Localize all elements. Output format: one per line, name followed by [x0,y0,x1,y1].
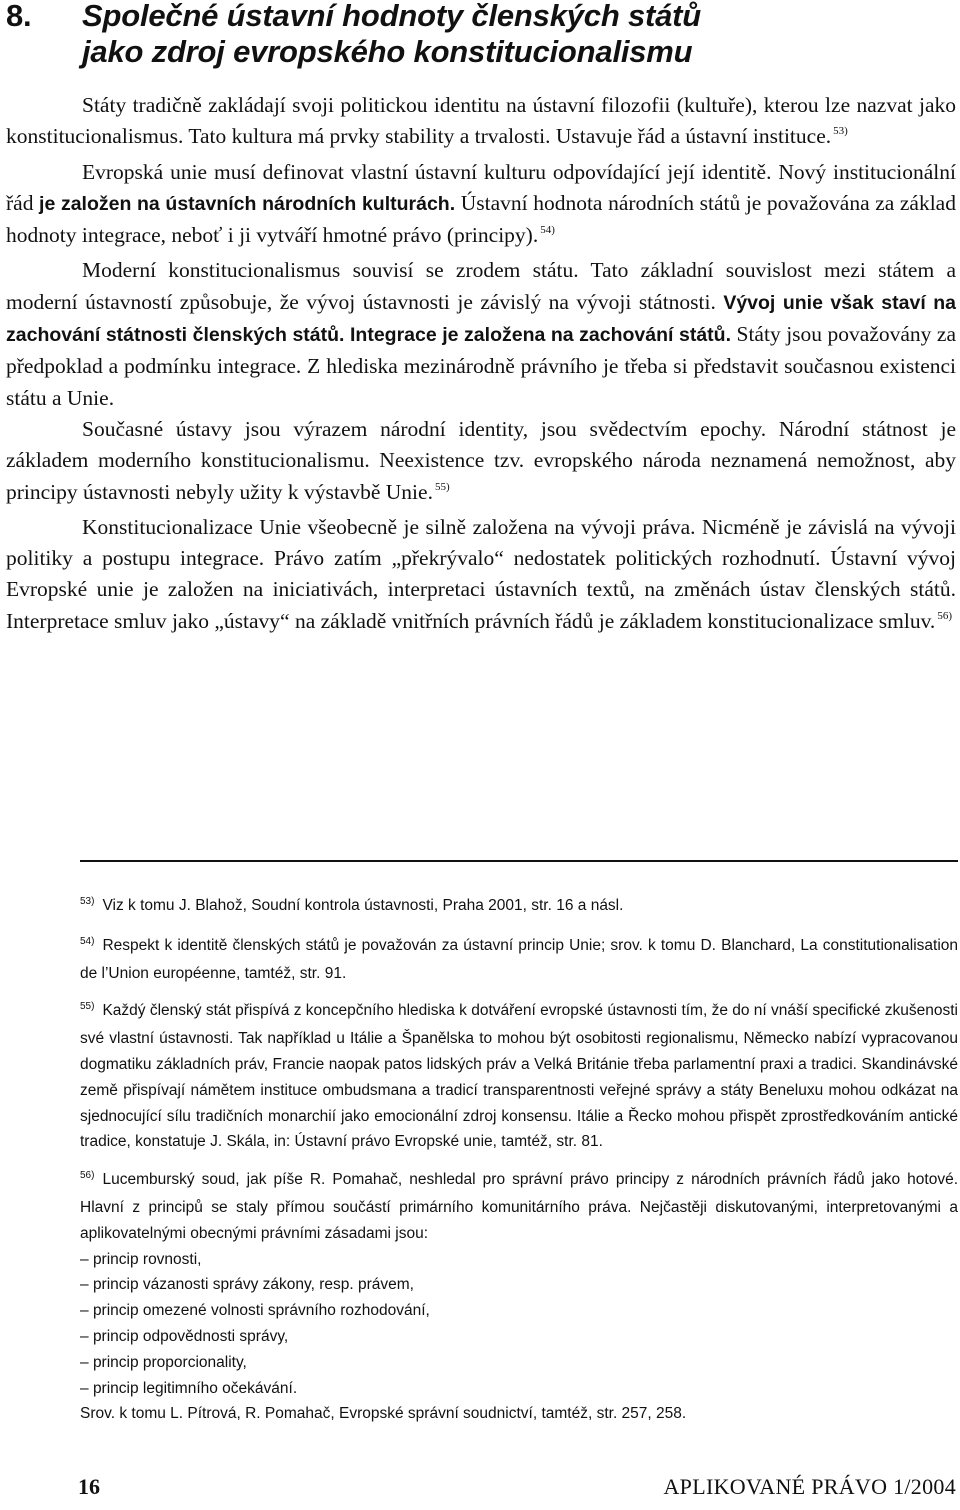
footnote-mark: 55) [80,1001,95,1013]
paragraph-text: Evropská unie musí definovat vlastní ústavní kulturu odpovídající její identitě. Nový institucionální řád [6,159,956,215]
footnote-text: Každý členský stát přispívá z koncepčního hlediska k dotváření evropské ústavnosti tím, že do ní vnáší specifické zkušenosti své vlastní ústavnosti. Tak například u Itálie a Španělska to mohou být osobitosti regionalismu, Německo nabízí vypracovanou dogmatiku základních práv, Francie naopak patos lidských práv a Velká Británie třeba parlamentní praxi a tradici. Skandinávské země přispívají námětem instituce ombudsmana a tradicí transparentnosti veřejné správy a státy Beneluxu mohou odkázat na sjednocující sílu tradičních monarchií jako emocionální zdroj konsensu. Itálie a Řecko mohou přispět zprostředkováním antické tradice, konstatuje J. Skála, in: Ústavní právo Evropské unie, tamtéž, str. 81. [80,1002,958,1151]
footnote-55 [80,998,958,1155]
paragraph-1 [6,90,956,157]
paragraph-5 [6,512,956,641]
list-item: – princip omezené volnosti správního rozhodování, [80,1298,958,1324]
paragraph-text: Ústavní hodnota národních států je považována za základ hodnoty integrace, neboť i ji vytváří hmotné právo (principy). [6,190,956,248]
section-number: 8. [6,0,32,33]
paragraph-2 [6,157,956,256]
footnote-ref-54: 54) [540,224,555,237]
footnote-mark: 54) [80,935,95,947]
paragraph-text: Konstitucionalizace Unie všeobecně je silně založena na vývoji práva. Nicméně je závislá na vývoji politiky a postupu integrace. Právo zatím „překrývalo“ nedostatek politických rozhodnutí. Ústavní vývoj Evropské unie je založen na iniciativách, interpretaci ústavních textů, na změnách ústav členských států. Interpretace smluv jako „ústavy“ na základě vnitřních právních řádů je základem konstitucionalizace smluv. [6,514,956,633]
emphasis-text: je založen na ústavních národních kulturách. [39,192,456,215]
journal-name: APLIKOVANÉ PRÁVO 1/2004 [663,1474,956,1499]
paragraph-4 [6,414,956,512]
footnotes [80,893,958,1439]
body-text [6,90,956,641]
footnote-text: Viz k tomu J. Blahož, Soudní kontrola ústavnosti, Praha 2001, str. 16 a násl. [102,897,624,914]
page-footer [78,1474,958,1504]
footnote-53 [80,893,958,921]
paragraph-text: Současné ústavy jsou výrazem národní identity, jsou svědectvím epochy. Národní státnost je základem moderního konstitucionalismu. Neexistence tzv. evropského národa neznamená nemožnost, aby principy ústavnosti nebyly užity k výstavbě Unie. [6,416,956,504]
footnote-text: Lucemburský soud, jak píše R. Pomahač, neshledal pro správní právo principy z národních právních řádů jako hotové. Hlavní z principů se staly přímou součástí primárního komunitárního práva. Nejčastěji diskutovanými, interpretovanými a aplikovatelnými obecnými právními zásadami jsou: [80,1171,958,1242]
section-heading [6,0,956,70]
footnote-text: Respekt k identitě členských států je považován za ústavní princip Unie; srov. k tomu D. Blanchard, La constitutionalisation de l’Union européenne, tamtéž, str. 91. [80,936,958,982]
paragraph-3 [6,255,956,413]
list-item: – princip legitimního očekávání. [80,1376,958,1402]
footnote-ref-56: 56) [937,609,952,622]
footnote-mark: 56) [80,1170,95,1182]
list-item: – princip proporcionality, [80,1350,958,1376]
section-title-line-1: Společné ústavní hodnoty členských států [82,0,702,33]
footnote-mark: 53) [80,896,95,907]
page-number: 16 [78,1474,100,1499]
footnote-54 [80,933,958,987]
list-item: – princip odpovědnosti správy, [80,1324,958,1350]
principles-list [80,1247,958,1402]
footnote-ref-53: 53) [833,125,848,138]
footnote-reference: Srov. k tomu L. Pítrová, R. Pomahač, Evropské správní soudnictví, tamtéž, str. 257, 258. [80,1405,687,1423]
paragraph-text: Státy jsou považovány za předpoklad a podmínku integrace. Z hlediska mezinárodně právního je třeba si představit současnou existenci státu a Unie. [6,322,956,410]
paragraph-text: Moderní konstitucionalismus souvisí se zrodem státu. Tato základní souvislost mezi státem a moderní ústavností způsobuje, že vývoj ústavnosti je závislý na vývoji státnosti. [6,258,956,314]
paragraph-text: Státy tradičně zakládají svoji politickou identitu na ústavní filozofii (kultuře), kterou lze nazvat jako konstitucionalismus. Tato kultura má prvky stability a trvalosti. Ustavuje řád a ústavní instituce. [6,93,956,149]
footnote-56 [80,1167,958,1427]
footnote-ref-55: 55) [434,480,450,493]
list-item: – princip vázanosti správy zákony, resp. právem, [80,1272,958,1298]
section-title-line-2: jako zdroj evropského konstitucionalismu [82,34,693,69]
list-item: – princip rovnosti, [80,1247,958,1273]
emphasis-text: Vývoj unie však staví na zachování státnosti členských států. Integrace je založena na zachování států. [6,291,956,347]
footnote-divider [80,860,958,862]
